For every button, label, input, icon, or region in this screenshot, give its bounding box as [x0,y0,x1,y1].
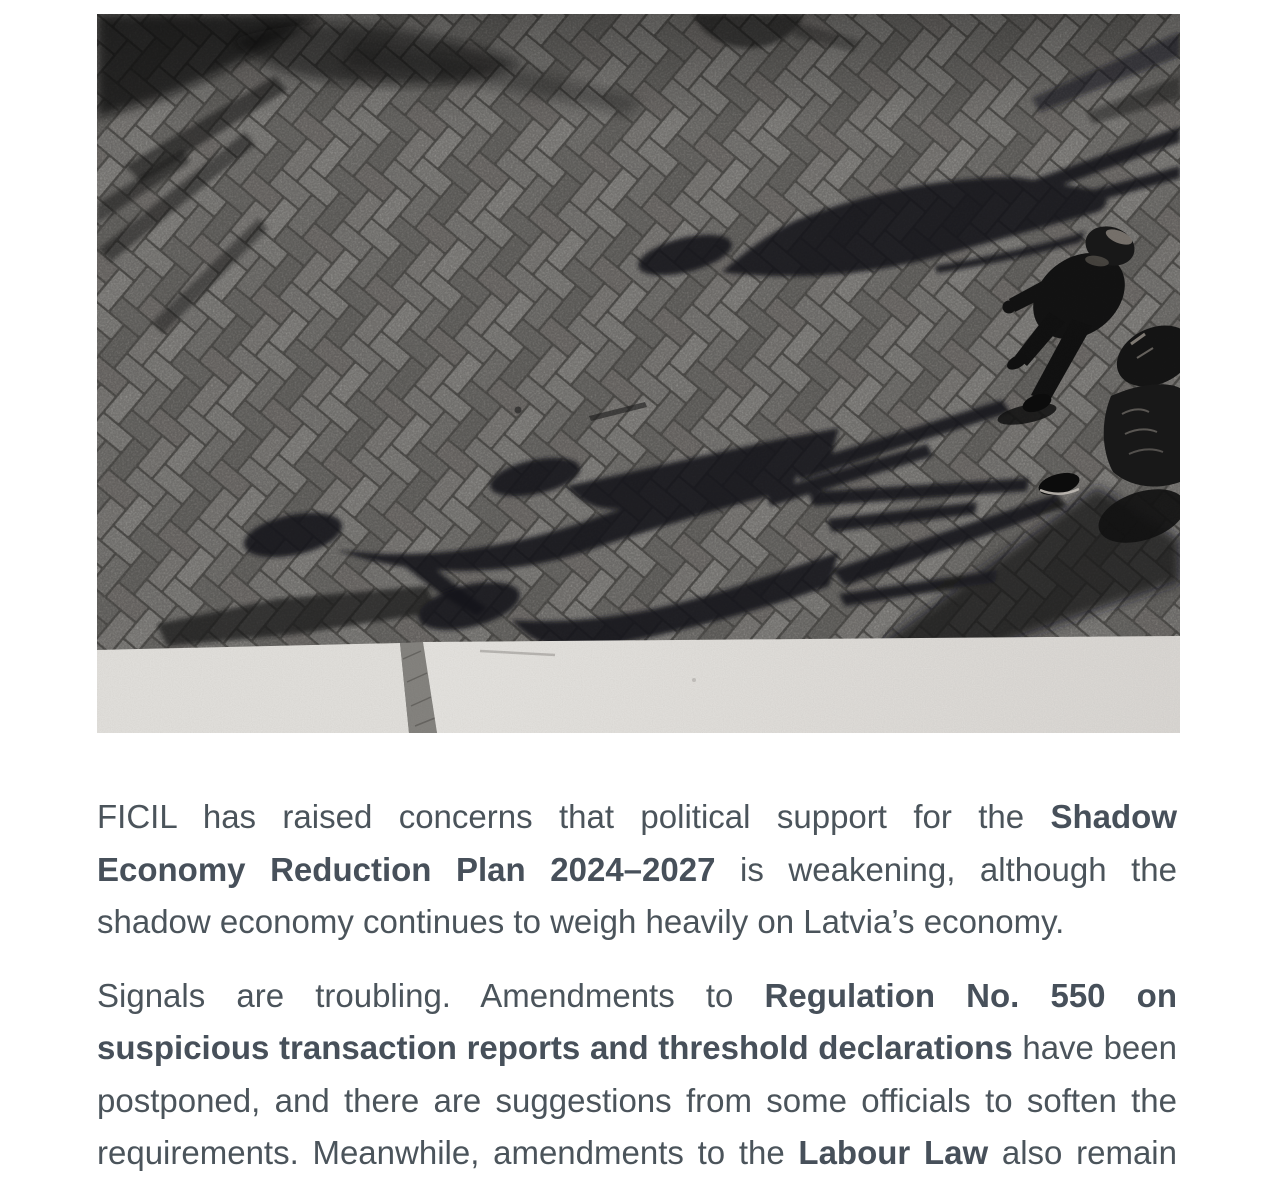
paragraph [97,791,1177,949]
text-run: postponed, and there are suggestions from some officials to soften the [97,1081,1177,1119]
text-line [97,1127,1177,1180]
text-line [97,970,1177,1023]
text-run: Signals are troubling. Amendments to [97,976,765,1014]
text-run: is weakening, although the [715,850,1177,888]
text-run: suspicious transaction reports and threshold declarations [97,1029,1013,1066]
text-line [97,844,1177,897]
text-run: shadow economy continues to weigh heavily on Latvia’s economy. [97,903,1065,940]
text-run: requirements. Meanwhile, amendments to the [97,1134,799,1171]
text-run: have been [1012,1029,1177,1066]
text-line [97,1075,1177,1128]
text-run: also remain [988,1134,1177,1171]
text-line [97,896,1177,949]
text-run: FICIL has raised concerns that political support for the [97,798,1051,835]
text-run: Regulation No. 550 on [764,976,1177,1014]
article-photo [97,14,1180,733]
photo-grain [97,14,1180,733]
text-run: Economy Reduction Plan 2024–2027 [97,850,716,888]
article-body [97,791,1177,1180]
photo-illustration [97,14,1180,733]
text-line [97,791,1177,844]
text-line [97,1022,1177,1075]
text-run: Labour Law [798,1134,989,1171]
paragraph [97,970,1177,1180]
text-run: Shadow [1050,798,1177,835]
